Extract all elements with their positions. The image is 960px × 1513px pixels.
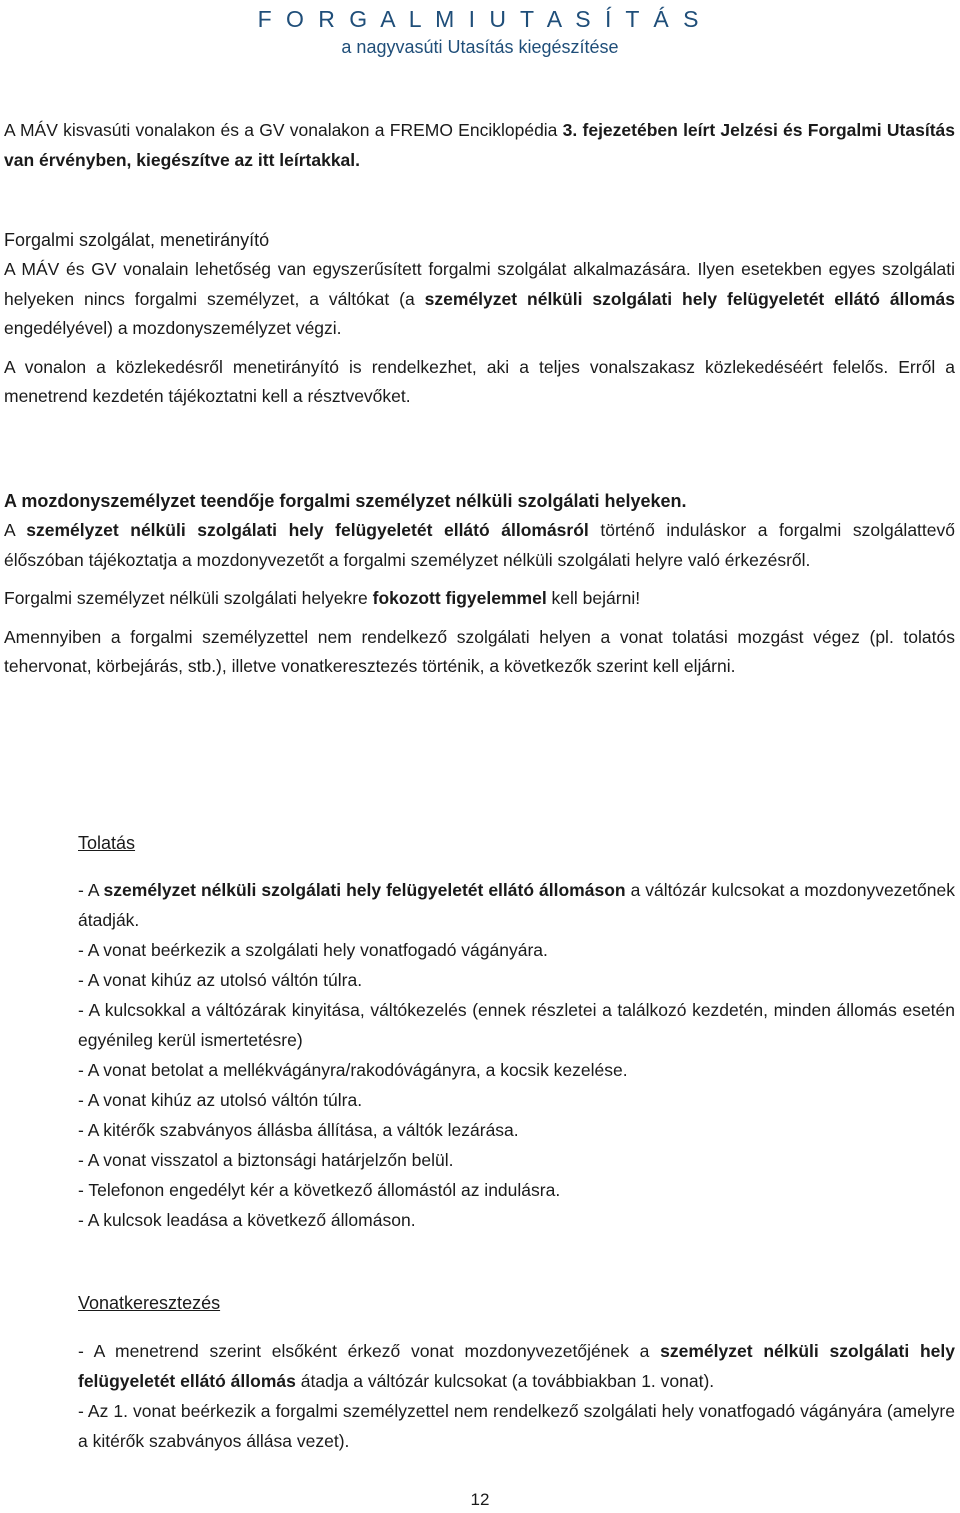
document-title: F O R G A L M I U T A S Í T Á S: [257, 6, 703, 32]
emphasized-term: fokozott figyelemmel: [372, 588, 547, 609]
document-subtitle: a nagyvasúti Utasítás kiegészítése: [341, 37, 619, 57]
intro-block: [4, 116, 955, 175]
section-tolatas: [78, 828, 955, 1235]
section-paragraph: [4, 584, 955, 614]
emphasized-term: személyzet nélküli szolgálati hely felügyeletét ellátó állomás: [424, 288, 956, 309]
paragraph-text: kell bejárni!: [546, 588, 641, 609]
list-item: - A kitérők szabványos állásba állítása, a váltók lezárása.: [78, 1120, 519, 1140]
section-vonatkeresztezes: [78, 1288, 955, 1456]
section-heading: Forgalmi szolgálat, menetirányító: [4, 230, 270, 250]
list-item: - A vonat visszatol a biztonsági határjelzőn belül.: [78, 1150, 454, 1170]
list-item: - A kulcsok leadása a következő állomáson.: [78, 1210, 416, 1230]
paragraph-text: történő induláskor a forgalmi szolgálattevő élőszóban tájékoztatja a mozdonyvezetőt a forgalmi személyzet nélküli szolgálati helyre való érkezésről.: [4, 520, 955, 570]
section-paragraph: A vonalon a közlekedésről menetirányító is rendelkezhet, aki a teljes vonalszakasz közlekedéséért felelős. Erről a menetrend kezdetén tájékoztatni kell a résztvevőket.: [4, 356, 955, 407]
section-paragraph: [4, 255, 955, 344]
list-item: [78, 1336, 955, 1396]
emphasized-term: személyzet nélküli szolgálati hely felügyeletét ellátó állomáson: [103, 880, 626, 900]
emphasized-term: személyzet nélküli szolgálati hely felügyeletét ellátó állomásról: [26, 520, 589, 540]
section-heading: A mozdonyszemélyzet teendője forgalmi személyzet nélküli szolgálati helyeken.: [4, 491, 687, 511]
emphasized-term: személyzet nélküli szolgálati hely felügyeletét ellátó állomás: [78, 1341, 955, 1391]
section-mozdonyszemelyzet: [4, 486, 955, 682]
list-item: - A vonat kihúz az utolsó váltón túlra.: [78, 1090, 363, 1110]
list-item: - A vonat betolat a mellékvágányra/rakodóvágányra, a kocsik kezelése.: [78, 1060, 628, 1080]
page-number: 12: [470, 1490, 490, 1509]
intro-paragraph: [4, 116, 955, 175]
list-item: [78, 875, 955, 935]
list-item: - A vonat kihúz az utolsó váltón túlra.: [78, 970, 363, 990]
paragraph-text: engedélyével) a mozdonyszemélyzet végzi.: [4, 318, 342, 339]
list-item-text: - A: [78, 880, 104, 900]
intro-text: A MÁV kisvasúti vonalakon és a GV vonalakon a FREMO Enciklopédia: [4, 120, 563, 140]
section-paragraph: Amennyiben a forgalmi személyzettel nem rendelkező szolgálati helyen a vonat tolatási mozgást végez (pl. tolatós tehervonat, körbejárás, stb.), illetve vonatkeresztezés történik, a következők szerint kell eljárni.: [4, 626, 955, 677]
paragraph-text: Forgalmi személyzet nélküli szolgálati helyekre: [4, 588, 373, 609]
section-heading: Tolatás: [78, 833, 136, 853]
document-header: [0, 4, 960, 60]
list-item-text: - A menetrend szerint elsőként érkező vonat mozdonyvezetőjének a: [78, 1341, 661, 1361]
section-heading: Vonatkeresztezés: [78, 1293, 221, 1313]
section-forgalmi-szolgalat: [4, 225, 955, 412]
list-item-text: a váltózár kulcsokat a mozdonyvezetőnek átadják.: [78, 880, 955, 930]
list-item: - A vonat beérkezik a szolgálati hely vonatfogadó vágányára.: [78, 940, 548, 960]
intro-chapter-reference: 3. fejezetében leírt Jelzési és Forgalmi Utasítás van érvényben, kiegészítve az itt leírtakkal.: [4, 120, 956, 170]
list-item: - A kulcsokkal a váltózárak kinyitása, váltókezelés (ennek részletei a találkozó kezdetén, minden állomás esetén egyénileg kerül ismertetésre): [78, 1000, 955, 1050]
list-item-text: átadja a váltózár kulcsokat (a továbbiakban 1. vonat).: [295, 1371, 715, 1391]
paragraph-text: A: [4, 520, 27, 540]
paragraph-text: A MÁV és GV vonalain lehetőség van egyszerűsített forgalmi szolgálat alkalmazására. Ilyen esetekben egyes szolgálati helyeken nincs forgalmi személyzet, a váltókat (a: [4, 259, 955, 309]
list-item: - Az 1. vonat beérkezik a forgalmi személyzettel nem rendelkező szolgálati hely vonatfogadó vágányára (amelyre a kitérők szabványos állása vezet).: [78, 1401, 955, 1451]
list-item: - Telefonon engedélyt kér a következő állomástól az indulásra.: [78, 1180, 561, 1200]
section-paragraph: [4, 516, 955, 575]
